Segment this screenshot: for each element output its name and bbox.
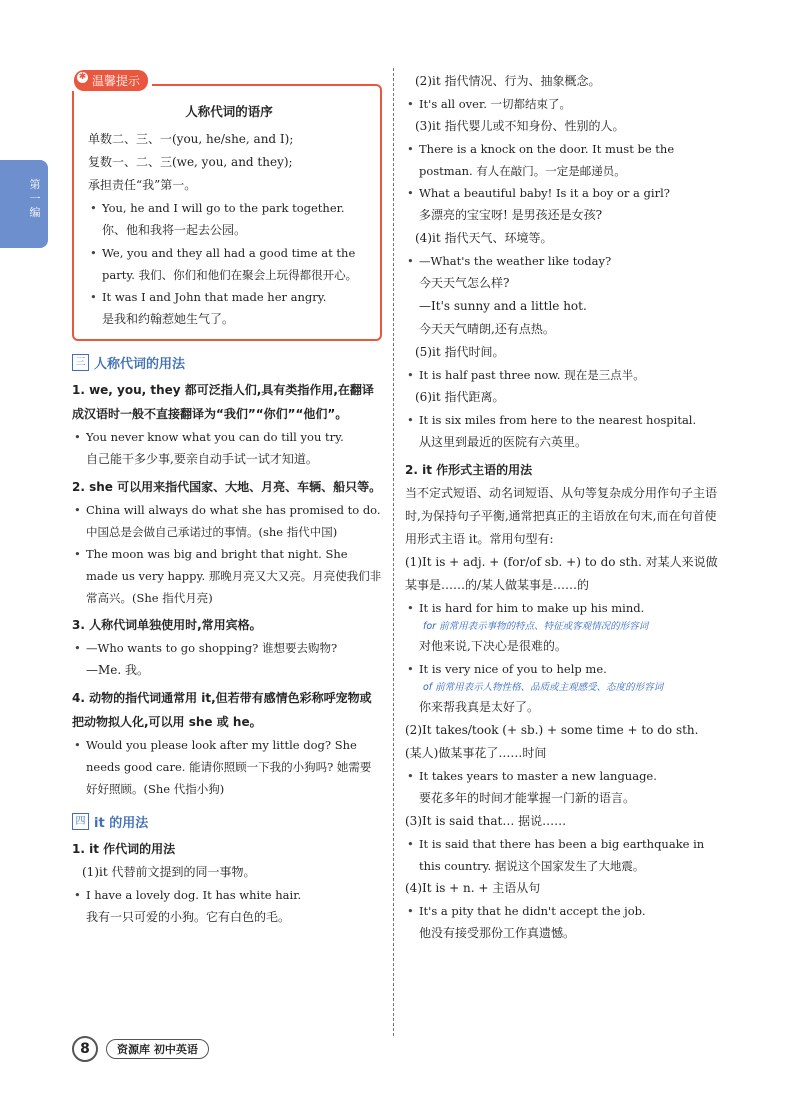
example-en: • —What's the weather like today?: [405, 250, 725, 272]
subrule: (5)it 指代时间。: [415, 345, 505, 359]
rule-title: 2. she 可以用来指代国家、大地、月亮、车辆、船只等。: [72, 480, 382, 494]
subrule: (2)it 指代情况、行为、抽象概念。: [415, 74, 601, 88]
example-en: • It's a pity that he didn't accept the job.: [405, 900, 725, 922]
example-en: • It is said that there has been a big earthquake in this country. 据说这个国家发生了大地震。: [405, 833, 725, 877]
section-header: [72, 353, 382, 372]
pattern: (1)It is + adj. + (for/of sb. +) to do sth. 对某人来说做某事是……的/某人做某事是……的: [405, 555, 718, 592]
left-column: [72, 70, 382, 929]
pattern: (某人)做某事花了……时间: [405, 746, 547, 760]
example-en: • It's all over. 一切都结束了。: [405, 93, 725, 115]
subrule: (6)it 指代距离。: [415, 390, 505, 404]
section-header: [72, 812, 382, 831]
pattern: (3)It is said that… 据说……: [405, 814, 567, 828]
example-cn: 你来帮我真是太好了。: [419, 700, 540, 714]
rule-body: 当不定式短语、动名词短语、从句等复杂成分用作句子主语时,为保持句子平衡,通常把真正的主语放在句末,而在句首使用形式主语 it。常用句型有:: [405, 486, 718, 546]
example-en: • The moon was big and bright that night. She made us very happy. 那晚月亮又大又亮。月亮使我们非常高兴。(She 指代月亮): [72, 543, 382, 609]
handwritten-note: of 前常用表示人物性格、品质或主观感受、态度的形容词: [423, 682, 664, 693]
rule-title: 1. it 作代词的用法: [72, 842, 176, 856]
subrule: (4)it 指代天气、环境等。: [415, 231, 553, 245]
example-en: • It is six miles from here to the nearest hospital.: [405, 409, 725, 431]
example-en: —It's sunny and a little hot.: [419, 299, 587, 313]
example-en: • It is very nice of you to help me.: [405, 658, 725, 680]
section-title: it 的用法: [94, 816, 149, 831]
subrule: (3)it 指代婴儿或不知身份、性别的人。: [415, 119, 625, 133]
example-en: • It was I and John that made her angry.: [88, 286, 370, 308]
tip-title: 人称代词的语序: [185, 104, 273, 119]
example-cn: 今天天气晴朗,还有点热。: [419, 322, 555, 336]
example-cn: 今天天气怎么样?: [419, 276, 510, 290]
tip-line: 单数二、三、一(you, he/she, and I);: [88, 132, 294, 146]
chapter-label: 第一编: [29, 178, 41, 219]
example-en: • What a beautiful baby! Is it a boy or a girl?: [405, 182, 725, 204]
tip-badge: ✱ 温馨提示: [74, 70, 148, 91]
section-title: 人称代词的用法: [94, 357, 186, 372]
example-en: • It is half past three now. 现在是三点半。: [405, 364, 725, 386]
section-number: 三: [72, 354, 89, 371]
example-cn: —Me. 我。: [86, 663, 150, 677]
example-en: • China will always do what she has promised to do. 中国总是会做自己承诺过的事情。(she 指代中国): [72, 499, 382, 543]
example-cn: 对他来说,下决心是很难的。: [419, 639, 567, 653]
tip-line: 承担责任“我”第一。: [88, 178, 197, 192]
example-cn: 要花多年的时间才能掌握一门新的语言。: [419, 791, 636, 805]
example-cn: 从这里到最近的医院有六英里。: [419, 435, 588, 449]
rule-title: 3. 人称代词单独使用时,常用宾格。: [72, 618, 262, 632]
example-en: • You, he and I will go to the park together.: [88, 197, 370, 219]
pattern: (4)It is + n. + 主语从句: [405, 881, 541, 895]
example-en: • It takes years to master a new language.: [405, 765, 725, 787]
page-number: 8: [72, 1036, 98, 1062]
example-cn: 他没有接受那份工作真遗憾。: [419, 926, 576, 940]
rule-title: 1. we, you, they 都可泛指人们,具有类指作用,在翻译成汉语时一般不直接翻译为“我们”“你们”“他们”。: [72, 383, 374, 421]
page-footer: [72, 1036, 209, 1062]
lightbulb-icon: ✱: [78, 72, 87, 82]
example-cn: 我有一只可爱的小狗。它有白色的毛。: [86, 910, 291, 924]
example-cn: 自己能干多少事,要亲自动手试一试才知道。: [86, 452, 318, 466]
example-cn: 多漂亮的宝宝呀! 是男孩还是女孩?: [419, 208, 603, 222]
example-en: • It is hard for him to make up his mind.: [405, 597, 725, 619]
example-en: • Would you please look after my little dog? She needs good care. 能请你照顾一下我的小狗吗? 她需要好好照顾。(She 代指小狗): [72, 734, 382, 800]
tip-line: 复数一、二、三(we, you, and they);: [88, 155, 293, 169]
example-en: • You never know what you can do till you try.: [72, 426, 382, 448]
pattern: (2)It takes/took (+ sb.) + some time + to do sth.: [405, 723, 699, 737]
example-en: • There is a knock on the door. It must be the postman. 有人在敲门。一定是邮递员。: [405, 138, 725, 182]
subrule: (1)it 代替前文提到的同一事物。: [82, 865, 256, 879]
rule-title: 4. 动物的指代词通常用 it,但若带有感情色彩称呼宠物或把动物拟人化,可以用 she 或 he。: [72, 691, 372, 729]
example-en: • —Who wants to go shopping? 谁想要去购物?: [72, 637, 382, 659]
column-divider: [393, 68, 394, 1036]
chapter-side-tab: [0, 160, 48, 248]
example-en: • I have a lovely dog. It has white hair.: [72, 884, 382, 906]
right-column: [405, 70, 725, 945]
tip-box: [72, 72, 382, 341]
section-number: 四: [72, 813, 89, 830]
handwritten-note: for 前常用表示事物的特点、特征或客观情况的形容词: [423, 621, 649, 632]
example-cn: 是我和约翰惹她生气了。: [102, 312, 235, 326]
rule-title: 2. it 作形式主语的用法: [405, 463, 533, 477]
example-cn: 你、他和我将一起去公园。: [102, 223, 247, 237]
footer-label: 资源库 初中英语: [106, 1039, 209, 1059]
example-en: • We, you and they all had a good time at the party. 我们、你们和他们在聚会上玩得都很开心。: [88, 242, 370, 286]
